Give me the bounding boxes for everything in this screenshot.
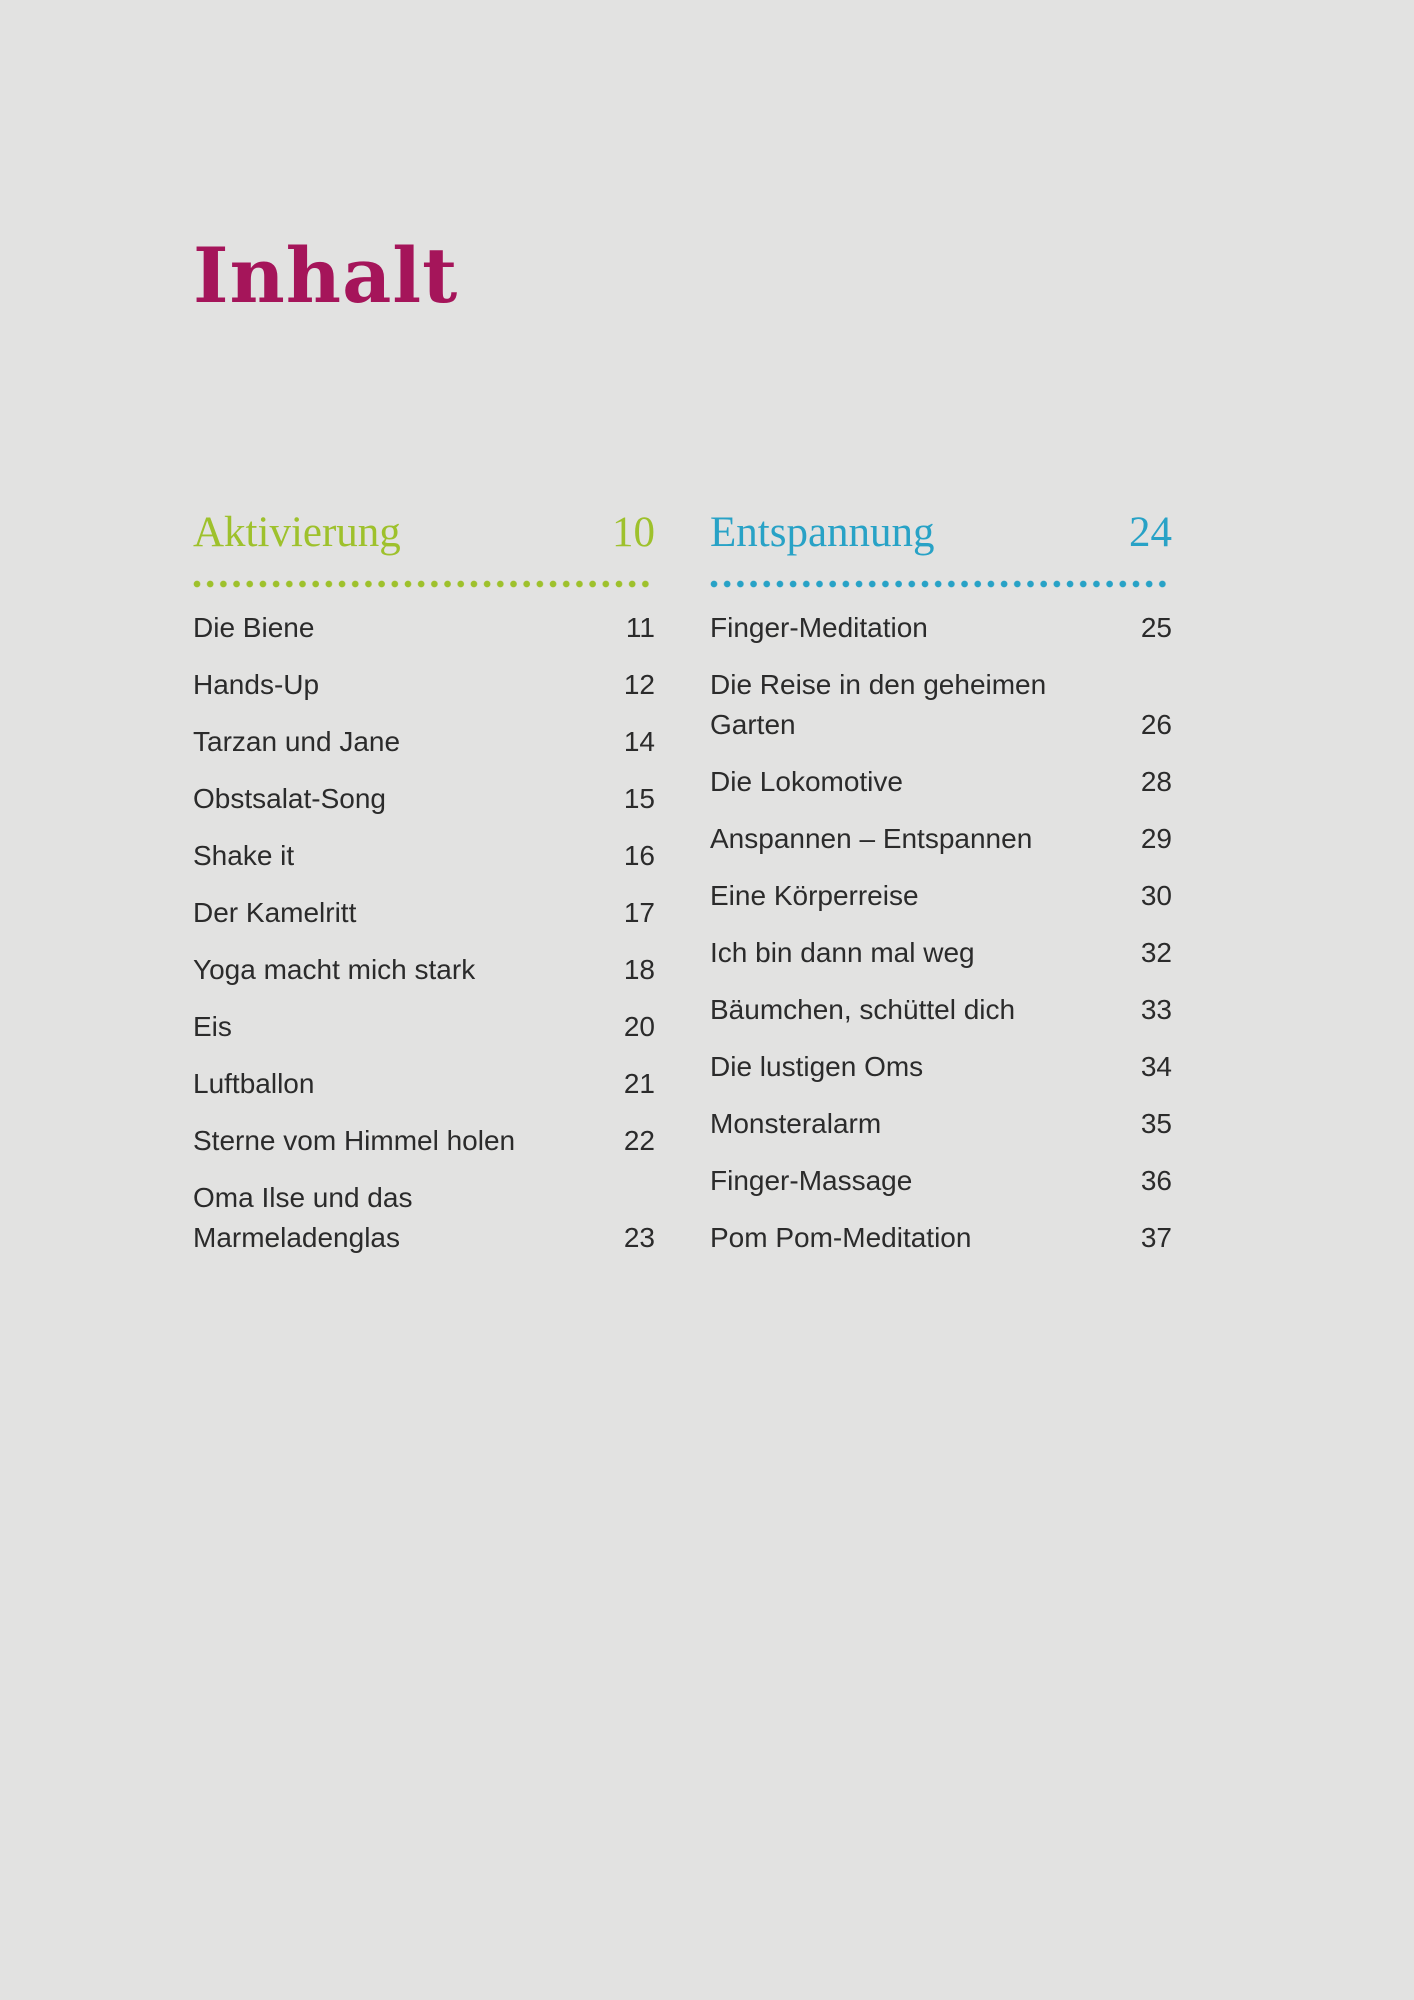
entry-title: Yoga macht mich stark — [193, 954, 476, 985]
entry-page: 17 — [623, 897, 655, 928]
entry-page: 18 — [623, 954, 655, 985]
toc-entry[interactable] — [710, 665, 1172, 745]
entry-title: Eis — [193, 1011, 232, 1042]
toc-entry[interactable] — [193, 893, 655, 933]
toc-entry[interactable] — [710, 819, 1172, 859]
toc-entry[interactable] — [710, 1218, 1172, 1258]
entry-page: 34 — [1140, 1051, 1172, 1082]
toc-entry[interactable] — [710, 1047, 1172, 1087]
toc-entry[interactable] — [710, 933, 1172, 973]
entry-title: Hands-Up — [193, 669, 320, 700]
entry-page: 16 — [623, 840, 655, 871]
entry-title: Shake it — [193, 840, 295, 871]
entry-page: 21 — [623, 1068, 655, 1099]
entry-page: 33 — [1140, 994, 1172, 1025]
entry-title: Anspannen – Entspannen — [710, 823, 1033, 854]
entry-page: 28 — [1140, 766, 1172, 797]
entry-page: 30 — [1140, 880, 1172, 911]
entry-page: 12 — [623, 669, 655, 700]
section-page-number: 10 — [612, 509, 655, 556]
entry-page: 35 — [1140, 1108, 1172, 1139]
entry-page: 32 — [1140, 937, 1172, 968]
entry-title: Monsteralarm — [710, 1108, 882, 1139]
toc-entry[interactable] — [193, 665, 655, 705]
toc-entry[interactable] — [193, 950, 655, 990]
toc-entry[interactable] — [710, 608, 1172, 648]
entry-page: 15 — [623, 783, 655, 814]
dotted-divider — [710, 580, 1172, 588]
entry-title: Bäumchen, schüttel dich — [710, 994, 1016, 1025]
section-heading: Aktivierung — [193, 509, 401, 556]
toc-entry[interactable] — [193, 722, 655, 762]
page-title: Inhalt — [193, 231, 459, 320]
toc-entry[interactable] — [710, 762, 1172, 802]
dotted-divider — [193, 580, 655, 588]
entry-title: Eine Körperreise — [710, 880, 919, 911]
entry-title: Die Biene — [193, 612, 315, 643]
entry-page: 37 — [1140, 1222, 1172, 1253]
toc-entry[interactable] — [193, 779, 655, 819]
entry-page: 23 — [623, 1222, 655, 1253]
section-header[interactable] — [710, 500, 1172, 566]
toc-entry[interactable] — [710, 876, 1172, 916]
toc-entry[interactable] — [193, 1121, 655, 1161]
toc-entry[interactable] — [193, 1007, 655, 1047]
entry-title: Der Kamelritt — [193, 897, 357, 928]
toc-entry[interactable] — [193, 608, 655, 648]
section-page-number: 24 — [1129, 509, 1172, 556]
toc-entry[interactable] — [710, 990, 1172, 1030]
entry-title: Luftballon — [193, 1068, 315, 1099]
entry-page: 22 — [623, 1125, 655, 1156]
section-header[interactable] — [193, 500, 655, 566]
entry-page: 11 — [625, 612, 655, 643]
entry-title: Die Reise in den geheimen Garten — [710, 669, 1047, 740]
entry-page: 26 — [1140, 709, 1172, 740]
entry-title: Pom Pom-Meditation — [710, 1222, 972, 1253]
entry-title: Die Lokomotive — [710, 766, 903, 797]
entry-page: 14 — [623, 726, 655, 757]
entry-title: Tarzan und Jane — [193, 726, 401, 757]
section-aktivierung — [193, 500, 655, 1275]
entry-title: Finger-Massage — [710, 1165, 913, 1196]
toc-entry[interactable] — [193, 1064, 655, 1104]
toc-list — [193, 608, 655, 1258]
entry-title: Sterne vom Himmel holen — [193, 1125, 516, 1156]
entry-page: 20 — [623, 1011, 655, 1042]
entry-page: 36 — [1140, 1165, 1172, 1196]
entry-title: Die lustigen Oms — [710, 1051, 924, 1082]
toc-entry[interactable] — [193, 1178, 655, 1258]
section-heading: Entspannung — [710, 509, 935, 556]
entry-title: Obstsalat-Song — [193, 783, 386, 814]
entry-page: 25 — [1140, 612, 1172, 643]
toc-entry[interactable] — [710, 1104, 1172, 1144]
section-entspannung — [710, 500, 1172, 1275]
toc-list — [710, 608, 1172, 1258]
entry-page: 29 — [1140, 823, 1172, 854]
toc-entry[interactable] — [710, 1161, 1172, 1201]
entry-title: Ich bin dann mal weg — [710, 937, 975, 968]
entry-title: Oma Ilse und das Marmeladenglas — [193, 1182, 413, 1253]
entry-title: Finger-Meditation — [710, 612, 928, 643]
toc-entry[interactable] — [193, 836, 655, 876]
